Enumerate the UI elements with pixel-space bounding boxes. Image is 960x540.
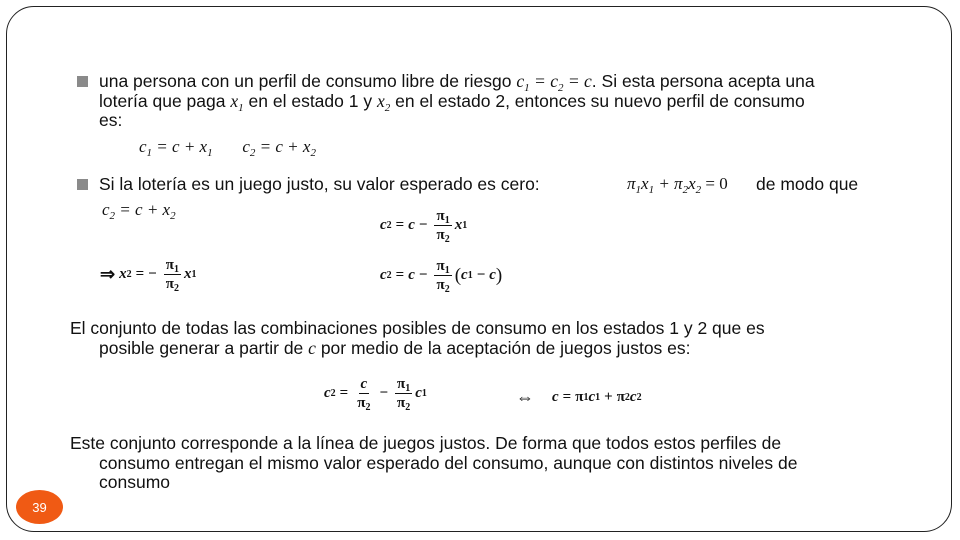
eq-implies-x2: ⇒ x 2 = − $\frac{\pi_1}{\pi_2}$ x 1 <box>100 257 197 294</box>
eq-c2-minus-ratio-c1-c: c 2 = c − $\frac{\pi_1}{\pi_2}$ ( c 1 − c ) <box>380 258 503 295</box>
p1-line2 <box>99 91 805 114</box>
p2-c2-eq: $c_2 = c + x_2$ <box>102 200 176 222</box>
page-number: 39 <box>32 499 47 515</box>
p3-line1: El conjunto de todas las combinaciones posibles de consumo en los estados 1 y 2 que es <box>70 318 765 338</box>
p1-line2-text3: en el estado 2, entonces su nuevo perfil de consumo <box>395 91 805 111</box>
eq-fair-game-line: c 2 = $\frac{c}{\pi_2}$ − $\frac{\pi_1}{\pi_2}$ c 1 <box>324 376 427 413</box>
p1-line1 <box>99 71 815 94</box>
p1-x1: $x_1$ <box>230 91 244 114</box>
p1-line1-tail: . Si esta persona acepta una <box>591 71 815 91</box>
p1-new-profile-eq: $c_1 = c + x_1$ $c_2 = c + x_2$ <box>139 137 316 159</box>
bullet-2 <box>77 179 88 190</box>
p4-line3: consumo <box>99 472 171 492</box>
p1-eq-riskfree: $c_1 = c_2 = c$ <box>516 71 592 94</box>
p1-line3: es: <box>99 110 123 130</box>
p1-x2: $x_2$ <box>376 91 391 114</box>
p1-line2-text1: lotería que paga <box>99 91 226 111</box>
p3-line2 <box>99 339 691 357</box>
page-number-badge <box>16 490 63 524</box>
p2-line1: Si la lotería es un juego justo, su valor esperado es cero: <box>99 174 540 194</box>
p1-line2-text2: en el estado 1 y <box>248 91 373 111</box>
p2-line1-tail: de modo que <box>756 174 859 194</box>
eq-equivalence: ⇔ c = π 1 c 1 + π 2 c 2 <box>516 387 642 407</box>
bullet-1 <box>77 76 88 87</box>
p3-line2-text2: por medio de la aceptación de juegos justos es: <box>320 338 691 358</box>
p3-c: c <box>308 338 316 358</box>
eq-c2-minus-ratio-x1: c 2 = c − $\frac{\pi_1}{\pi_2}$ x 1 <box>380 208 468 245</box>
p4-line2: consumo entregan el mismo valor esperado del consumo, aunque con distintos niveles de <box>99 453 798 473</box>
p1-line1-text: una persona con un perfil de consumo libre de riesgo <box>99 71 512 91</box>
p3-line2-text1: posible generar a partir de <box>99 338 304 358</box>
p2-fair-game-eq: $\pi_1x_1 + \pi_2x_2 = 0$ <box>627 174 728 196</box>
p4-line1: Este conjunto corresponde a la línea de juegos justos. De forma que todos estos perfiles de <box>70 433 782 453</box>
